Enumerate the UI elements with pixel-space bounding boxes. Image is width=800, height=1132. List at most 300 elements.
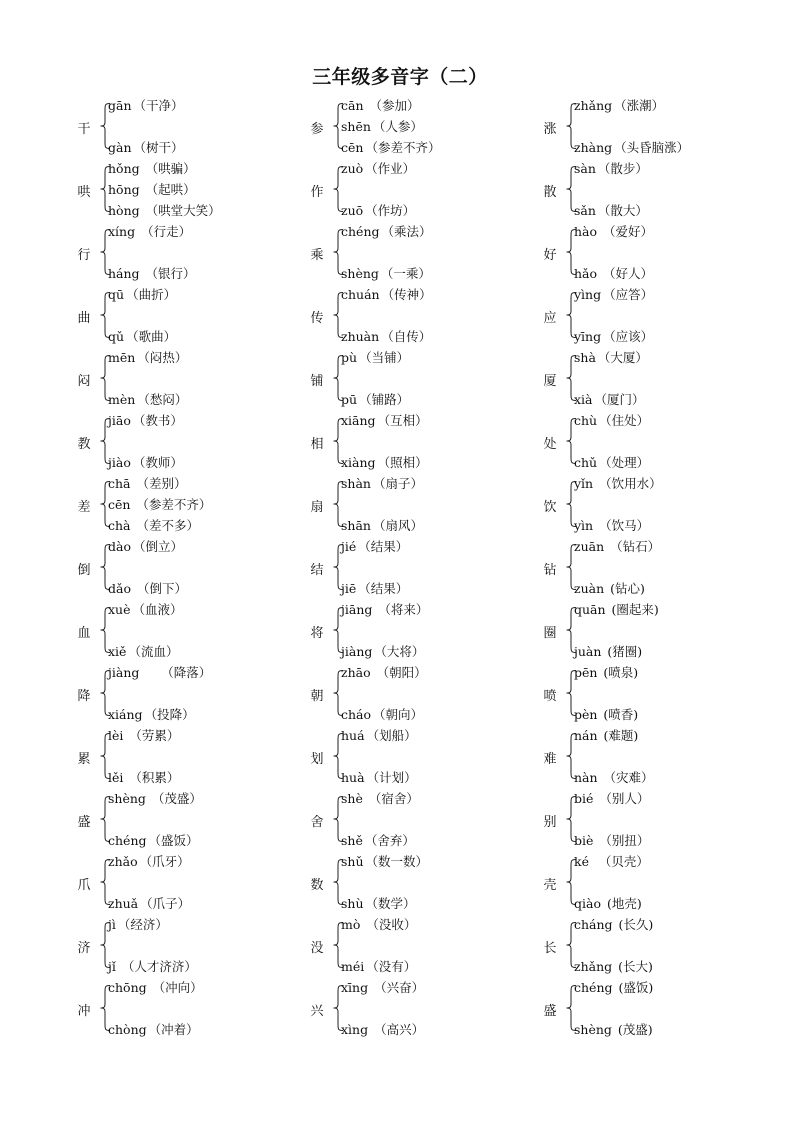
polyphone-character: 曲 [77, 311, 91, 326]
example-word: （灾难） [599, 770, 654, 785]
polyphone-character: 济 [77, 941, 91, 956]
readings-list [341, 978, 541, 1041]
pinyin: jiāo [108, 413, 131, 428]
readings-list [108, 222, 308, 285]
reading-item [341, 645, 424, 659]
readings-list [341, 789, 541, 852]
readings-list [341, 663, 541, 726]
reading-item [341, 477, 423, 491]
pinyin: xìng [341, 1022, 369, 1037]
pinyin: chǔ [574, 455, 598, 470]
polyphone-entry [541, 411, 771, 474]
reading-item [108, 351, 187, 365]
example-word: （差不多） [132, 518, 199, 533]
example-word: （差别） [132, 476, 187, 491]
readings-list [341, 96, 541, 159]
reading-item [574, 540, 660, 554]
example-word: （哄堂大笑） [141, 203, 221, 218]
reading-item [108, 204, 221, 218]
pinyin: cháo [341, 707, 372, 722]
example-word: （没有） [366, 959, 417, 974]
pinyin: sǎn [574, 203, 596, 218]
example-word: （爪牙） [139, 854, 190, 869]
pinyin: hǎo [574, 266, 598, 281]
pinyin: zhuàn [341, 329, 380, 344]
reading-item [574, 393, 645, 407]
polyphone-entry [75, 789, 305, 852]
pinyin: bié [574, 791, 594, 806]
pinyin: zuō [341, 203, 364, 218]
example-word: （大厦） [597, 350, 648, 365]
polyphone-character: 累 [77, 752, 91, 767]
readings-list [108, 978, 308, 1041]
example-word: （兴奋） [370, 980, 425, 995]
polyphone-entry [308, 726, 538, 789]
pinyin: juàn [574, 644, 602, 659]
reading-item [574, 855, 649, 869]
pinyin: zhàng [574, 140, 613, 155]
pinyin: sàn [574, 161, 596, 176]
polyphone-entry [308, 978, 538, 1041]
reading-item [108, 582, 187, 596]
example-word: （铺路） [359, 392, 410, 407]
readings-list [574, 537, 774, 600]
readings-list [108, 348, 308, 411]
polyphone-character: 厦 [543, 374, 557, 389]
pinyin: cān [341, 98, 364, 113]
pinyin: zuò [341, 161, 364, 176]
polyphone-entry [308, 222, 538, 285]
example-word: （饮用水） [595, 476, 662, 491]
polyphone-entry [75, 159, 305, 222]
polyphone-entry [308, 348, 538, 411]
reading-item [574, 267, 653, 281]
readings-list [574, 915, 774, 978]
example-word: （经济） [117, 917, 168, 932]
pinyin: xiáng [108, 707, 143, 722]
pinyin: háng [108, 266, 140, 281]
readings-list [574, 978, 774, 1041]
polyphone-character: 爪 [77, 878, 91, 893]
polyphone-entry [75, 726, 305, 789]
reading-item [574, 834, 649, 848]
polyphone-entry [541, 537, 771, 600]
example-word: （钻石） [606, 539, 661, 554]
polyphone-entry [541, 726, 771, 789]
column-3 [541, 96, 771, 1041]
example-word: （将来） [374, 602, 429, 617]
example-word: (盛饭) [614, 980, 654, 995]
pinyin: pù [341, 350, 358, 365]
pinyin: shān [341, 518, 371, 533]
reading-item [108, 225, 191, 239]
readings-list [574, 96, 774, 159]
example-word: （结果） [358, 539, 409, 554]
pinyin: chā [108, 476, 131, 491]
pinyin: shǔ [341, 854, 364, 869]
reading-item [108, 855, 190, 869]
pinyin: zhāo [341, 665, 371, 680]
pinyin: hòng [108, 203, 140, 218]
polyphone-entry [75, 537, 305, 600]
pinyin: xiě [108, 644, 127, 659]
example-word: （作坊） [365, 203, 416, 218]
polyphone-character: 乘 [310, 248, 324, 263]
pinyin: chéng [108, 833, 147, 848]
readings-list [341, 474, 541, 537]
polyphone-character: 圈 [543, 626, 557, 641]
pinyin: pū [341, 392, 358, 407]
polyphone-entry [308, 411, 538, 474]
reading-item [341, 162, 415, 176]
polyphone-character: 结 [310, 563, 324, 578]
reading-item [108, 393, 187, 407]
reading-item [341, 981, 424, 995]
example-word: （爱好） [599, 224, 654, 239]
reading-item [574, 897, 642, 911]
polyphone-entry [75, 222, 305, 285]
example-word: （大将） [374, 644, 425, 659]
example-word: （冲着） [148, 1022, 199, 1037]
pinyin: chòng [108, 1022, 147, 1037]
example-word: (喷泉) [599, 665, 639, 680]
polyphone-entry [75, 285, 305, 348]
reading-item [341, 855, 428, 869]
example-word: （宿舍） [364, 791, 419, 806]
pinyin: gān [108, 98, 132, 113]
polyphone-character: 喷 [543, 689, 557, 704]
pinyin: cēn [341, 140, 364, 155]
example-word: （劳累） [125, 728, 180, 743]
pinyin: lèi [108, 728, 124, 743]
example-word: （高兴） [370, 1022, 425, 1037]
polyphone-entry [308, 600, 538, 663]
reading-item [108, 99, 184, 113]
example-word: （扇子） [372, 476, 423, 491]
polyphone-entry [308, 663, 538, 726]
reading-item [108, 981, 203, 995]
readings-list [108, 96, 308, 159]
example-word: （别人） [595, 791, 650, 806]
reading-item [108, 834, 199, 848]
pinyin: shù [341, 896, 364, 911]
example-word: （歌曲） [126, 329, 177, 344]
example-word: （处理） [599, 455, 650, 470]
readings-list [574, 600, 774, 663]
polyphone-character: 兴 [310, 1004, 324, 1019]
example-word: (圈起来) [607, 602, 659, 617]
pinyin: pèn [574, 707, 598, 722]
polyphone-character: 将 [310, 626, 324, 641]
reading-item [341, 708, 423, 722]
readings-list [574, 789, 774, 852]
pinyin: yìng [574, 287, 602, 302]
polyphone-entry [541, 474, 771, 537]
pinyin: shè [341, 791, 363, 806]
pinyin: yǐn [574, 476, 594, 491]
example-word: （流血） [128, 644, 179, 659]
pinyin: zhǎng [574, 98, 613, 113]
readings-list [574, 474, 774, 537]
page-title: 三年级多音字（二） [312, 66, 488, 88]
polyphone-character: 好 [543, 248, 557, 263]
readings-list [574, 726, 774, 789]
polyphone-character: 处 [543, 437, 557, 452]
polyphone-character: 划 [310, 752, 324, 767]
polyphone-character: 舍 [310, 815, 324, 830]
reading-item [108, 183, 196, 197]
polyphone-character: 饮 [543, 500, 557, 515]
reading-item [574, 99, 664, 113]
reading-item [341, 960, 416, 974]
polyphone-character: 数 [310, 878, 324, 893]
readings-list [341, 222, 541, 285]
readings-list [108, 915, 308, 978]
pinyin: xíng [108, 224, 136, 239]
readings-list [108, 852, 308, 915]
polyphone-entry [541, 663, 771, 726]
pinyin: lěi [108, 770, 124, 785]
polyphone-entry [541, 915, 771, 978]
polyphone-character: 散 [543, 185, 557, 200]
pinyin: dǎo [108, 581, 131, 596]
readings-list [108, 663, 308, 726]
reading-item [341, 540, 408, 554]
polyphone-entry [541, 96, 771, 159]
polyphone-character: 冲 [77, 1004, 91, 1019]
polyphone-entry [541, 600, 771, 663]
reading-item [574, 141, 689, 155]
polyphone-character: 难 [543, 752, 557, 767]
example-word: （数一数） [365, 854, 429, 869]
polyphone-entry [75, 915, 305, 978]
example-word: （饮马） [595, 518, 650, 533]
example-word: （厦门） [594, 392, 645, 407]
example-word: （划船） [366, 728, 417, 743]
example-word: （朝阳） [372, 665, 427, 680]
pinyin: nàn [574, 770, 598, 785]
reading-item [108, 540, 183, 554]
readings-list [574, 411, 774, 474]
pinyin: hǒng [108, 161, 140, 176]
reading-item [341, 666, 427, 680]
example-word: （参加） [365, 98, 420, 113]
pinyin: xuè [108, 602, 131, 617]
pinyin: jié [341, 539, 357, 554]
readings-list [574, 285, 774, 348]
reading-item [574, 288, 653, 302]
pinyin: jiāng [341, 602, 373, 617]
example-word: （当铺） [359, 350, 410, 365]
example-word: （盛饭） [148, 833, 199, 848]
polyphone-character: 长 [543, 941, 557, 956]
reading-item [574, 645, 642, 659]
polyphone-entry [541, 852, 771, 915]
polyphone-character: 哄 [77, 185, 91, 200]
pinyin: shà [574, 350, 596, 365]
reading-item [108, 792, 202, 806]
example-word: （照相） [377, 455, 428, 470]
polyphone-character: 参 [310, 122, 324, 137]
pinyin: chuán [341, 287, 380, 302]
example-word: （干净） [133, 98, 184, 113]
readings-list [108, 600, 308, 663]
reading-item [108, 666, 211, 680]
example-word: （倒下） [132, 581, 187, 596]
example-word: （人参） [372, 119, 423, 134]
pinyin: shèng [341, 266, 379, 281]
reading-item [574, 204, 648, 218]
example-word: （愁闷） [137, 392, 188, 407]
polyphone-character: 血 [77, 626, 91, 641]
pinyin: dào [108, 539, 131, 554]
pinyin: yìn [574, 518, 594, 533]
reading-item [108, 498, 211, 512]
example-word: （哄骗） [141, 161, 196, 176]
pinyin: hōng [108, 182, 140, 197]
example-word: （应该） [603, 329, 654, 344]
readings-list [108, 789, 308, 852]
pinyin: mò [341, 917, 361, 932]
reading-item [574, 582, 645, 596]
pinyin: gàn [108, 140, 132, 155]
reading-item [574, 771, 654, 785]
reading-item [108, 141, 184, 155]
pinyin: cēn [108, 497, 131, 512]
pinyin: méi [341, 959, 365, 974]
example-word: （作业） [365, 161, 416, 176]
polyphone-entry [75, 474, 305, 537]
example-word: （人才济济） [117, 959, 197, 974]
example-word: （教师） [132, 455, 183, 470]
polyphone-entry [75, 852, 305, 915]
example-word: （一乘） [380, 266, 431, 281]
reading-item [341, 1023, 424, 1037]
polyphone-character: 涨 [543, 122, 557, 137]
example-word: （涨潮） [614, 98, 665, 113]
pinyin: mēn [108, 350, 136, 365]
example-word: （结果） [358, 581, 409, 596]
column-2 [308, 96, 538, 1041]
reading-item [574, 792, 649, 806]
example-word: （行走） [137, 224, 192, 239]
reading-item [341, 330, 431, 344]
reading-item [341, 120, 423, 134]
reading-item [108, 960, 197, 974]
reading-item [574, 477, 662, 491]
readings-list [341, 285, 541, 348]
readings-list [341, 348, 541, 411]
polyphone-character: 壳 [543, 878, 557, 893]
polyphone-entry [308, 474, 538, 537]
example-word: （计划） [366, 770, 417, 785]
pinyin: chōng [108, 980, 147, 995]
readings-list [574, 222, 774, 285]
pinyin: jǐ [108, 959, 116, 974]
pinyin: qǔ [108, 329, 125, 344]
pinyin: pēn [574, 665, 598, 680]
pinyin: jiào [108, 455, 131, 470]
readings-list [341, 159, 541, 222]
polyphone-entry [75, 600, 305, 663]
reading-item [108, 603, 183, 617]
reading-item [341, 918, 416, 932]
example-word: (长久) [614, 917, 654, 932]
example-word: (茂盛) [613, 1022, 653, 1037]
reading-item [341, 99, 420, 113]
pinyin: hào [574, 224, 598, 239]
pinyin: zuàn [574, 581, 605, 596]
example-word: （好人） [599, 266, 654, 281]
pinyin: mèn [108, 392, 136, 407]
example-word: （散大） [597, 203, 648, 218]
pinyin: chéng [341, 224, 380, 239]
readings-list [574, 663, 774, 726]
pinyin: zhǎo [108, 854, 138, 869]
polyphone-entry [541, 222, 771, 285]
readings-list [341, 726, 541, 789]
reading-item [574, 918, 653, 932]
reading-item [574, 960, 653, 974]
reading-item [574, 729, 638, 743]
reading-item [341, 225, 432, 239]
reading-item [108, 918, 168, 932]
polyphone-character: 教 [77, 437, 91, 452]
pinyin: jiē [341, 581, 357, 596]
example-word: （积累） [125, 770, 180, 785]
pinyin: xiāng [341, 413, 376, 428]
reading-item [108, 414, 183, 428]
pinyin: cháng [574, 917, 613, 932]
example-word: （参差不齐） [132, 497, 212, 512]
reading-item [341, 834, 415, 848]
pinyin: qiào [574, 896, 601, 911]
polyphone-character: 作 [310, 185, 324, 200]
example-word: （贝壳） [590, 854, 649, 869]
example-word: （散步） [597, 161, 648, 176]
readings-list [341, 915, 541, 978]
example-word: （互相） [377, 413, 428, 428]
reading-item [108, 288, 176, 302]
polyphone-character: 传 [310, 311, 324, 326]
example-word: （冲向） [148, 980, 203, 995]
reading-item [108, 708, 195, 722]
polyphone-character: 扇 [310, 500, 324, 515]
reading-item [341, 204, 415, 218]
polyphone-entry [75, 348, 305, 411]
polyphone-character: 别 [543, 815, 557, 830]
polyphone-character: 行 [77, 248, 91, 263]
pinyin: shàn [341, 476, 371, 491]
example-word: （降落） [141, 665, 212, 680]
example-word: （闷热） [137, 350, 188, 365]
pinyin: biè [574, 833, 594, 848]
pinyin: shèng [574, 1022, 612, 1037]
reading-item [341, 582, 408, 596]
reading-item [108, 456, 183, 470]
polyphone-entry [75, 978, 305, 1041]
reading-item [108, 477, 187, 491]
polyphone-entry [75, 411, 305, 474]
polyphone-character: 相 [310, 437, 324, 452]
reading-item [108, 771, 179, 785]
example-word: （别扭） [595, 833, 650, 848]
example-word: （曲折） [126, 287, 177, 302]
example-word: (猪圈) [603, 644, 643, 659]
pinyin: xīng [341, 980, 369, 995]
example-word: （倒立） [132, 539, 183, 554]
reading-item [108, 645, 178, 659]
